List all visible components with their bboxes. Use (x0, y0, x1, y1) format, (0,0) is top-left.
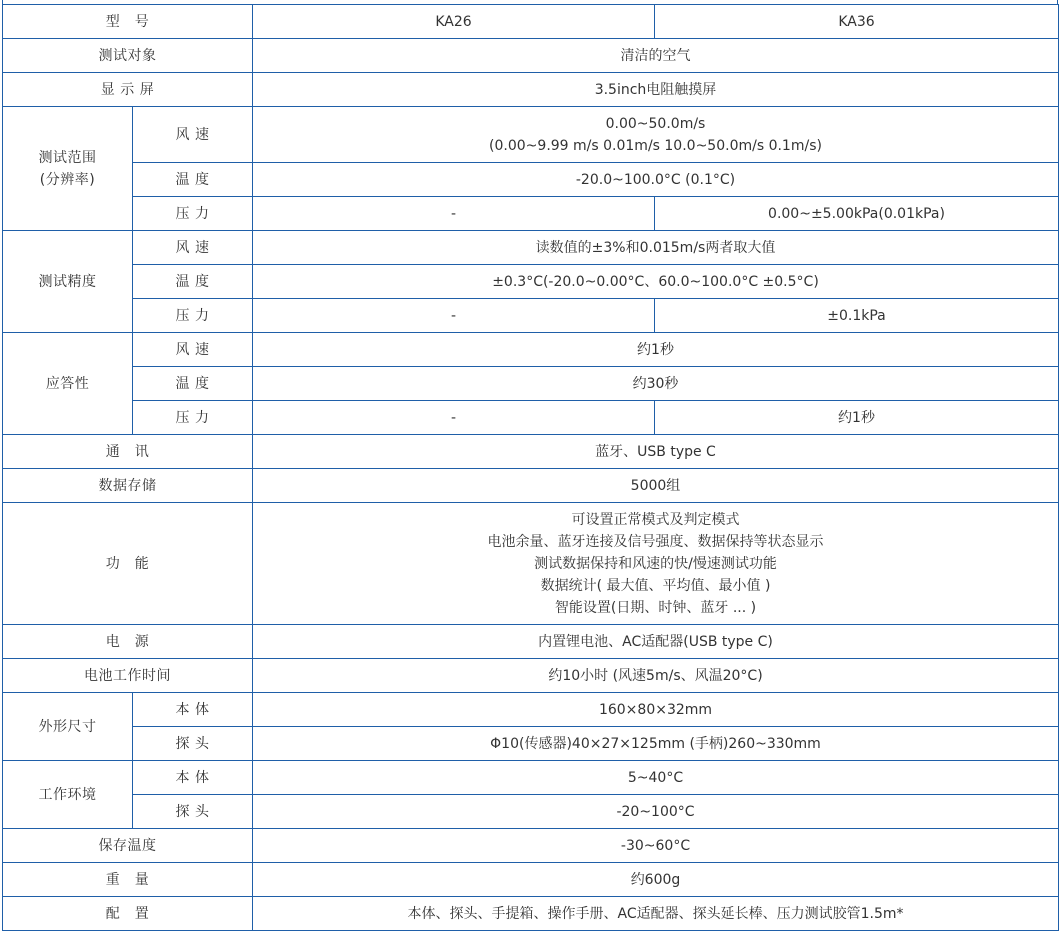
functions-line-5: 智能设置(日期、时钟、蓝牙 ... ) (554, 599, 757, 616)
range-pressure-ka26: - (253, 197, 655, 231)
model-ka26: KA26 (253, 5, 655, 39)
response-label: 应答性 (3, 333, 133, 435)
table-row-model (3, 5, 1059, 39)
table-top-edge (2, 0, 1058, 4)
table-row-accuracy-wind (3, 231, 1059, 265)
range-temp-value: -20.0~100.0°C (0.1°C) (253, 163, 1059, 197)
dimensions-body-value: 160×80×32mm (253, 693, 1059, 727)
dimensions-probe-label: 探 头 (133, 727, 253, 761)
environment-probe-value: -20~100°C (253, 795, 1059, 829)
weight-label: 重 量 (3, 863, 253, 897)
table-row-comm (3, 435, 1059, 469)
response-temp-label: 温 度 (133, 367, 253, 401)
range-temp-label: 温 度 (133, 163, 253, 197)
table-row-storage-temp (3, 829, 1059, 863)
battery-label: 电池工作时间 (3, 659, 253, 693)
storage-value: 5000组 (253, 469, 1059, 503)
response-pressure-ka36: 约1秒 (655, 401, 1059, 435)
table-row-config (3, 897, 1059, 931)
accuracy-pressure-ka36: ±0.1kPa (655, 299, 1059, 333)
table-row-functions (3, 503, 1059, 625)
table-row-response-wind (3, 333, 1059, 367)
config-value: 本体、探头、手提箱、操作手册、AC适配器、探头延长棒、压力测试胶管1.5m* (253, 897, 1059, 931)
range-wind-line-2: (0.00~9.99 m/s 0.01m/s 10.0~50.0m/s 0.1m/s) (489, 137, 822, 154)
response-pressure-label: 压 力 (133, 401, 253, 435)
config-label: 配 置 (3, 897, 253, 931)
functions-line-2: 电池余量、蓝牙连接及信号强度、数据保持等状态显示 (487, 533, 824, 550)
table-row-range-temp (3, 163, 1059, 197)
accuracy-pressure-label: 压 力 (133, 299, 253, 333)
table-row-power (3, 625, 1059, 659)
table-row-display (3, 73, 1059, 107)
table-row-range-wind (3, 107, 1059, 163)
range-wind-label: 风 速 (133, 107, 253, 163)
storage-temp-label: 保存温度 (3, 829, 253, 863)
dimensions-body-label: 本 体 (133, 693, 253, 727)
power-label: 电 源 (3, 625, 253, 659)
functions-value (253, 503, 1059, 625)
table-row-dimensions-probe (3, 727, 1059, 761)
table-row-dimensions-body (3, 693, 1059, 727)
environment-body-label: 本 体 (133, 761, 253, 795)
table-row-environment-probe (3, 795, 1059, 829)
response-temp-value: 约30秒 (253, 367, 1059, 401)
environment-body-value: 5~40°C (253, 761, 1059, 795)
table-row-accuracy-temp (3, 265, 1059, 299)
accuracy-label: 测试精度 (3, 231, 133, 333)
object-value: 清洁的空气 (253, 39, 1059, 73)
model-label: 型 号 (3, 5, 253, 39)
model-ka36: KA36 (655, 5, 1059, 39)
range-wind-value (253, 107, 1059, 163)
table-row-storage (3, 469, 1059, 503)
display-value: 3.5inch电阻触摸屏 (253, 73, 1059, 107)
weight-value: 约600g (253, 863, 1059, 897)
object-label: 测试对象 (3, 39, 253, 73)
range-pressure-ka36: 0.00~±5.00kPa(0.01kPa) (655, 197, 1059, 231)
accuracy-wind-label: 风 速 (133, 231, 253, 265)
display-label: 显 示 屏 (3, 73, 253, 107)
table-row-object (3, 39, 1059, 73)
table-row-weight (3, 863, 1059, 897)
environment-label: 工作环境 (3, 761, 133, 829)
comm-label: 通 讯 (3, 435, 253, 469)
accuracy-temp-label: 温 度 (133, 265, 253, 299)
accuracy-pressure-ka26: - (253, 299, 655, 333)
response-wind-label: 风 速 (133, 333, 253, 367)
response-wind-value: 约1秒 (253, 333, 1059, 367)
battery-value: 约10小时 (风速5m/s、风温20°C) (253, 659, 1059, 693)
comm-value: 蓝牙、USB type C (253, 435, 1059, 469)
range-label (3, 107, 133, 231)
accuracy-temp-value: ±0.3°C(-20.0~0.00°C、60.0~100.0°C ±0.5°C) (253, 265, 1059, 299)
range-wind-line-1: 0.00~50.0m/s (605, 115, 706, 132)
range-pressure-label: 压 力 (133, 197, 253, 231)
dimensions-probe-value: Φ10(传感器)40×27×125mm (手柄)260~330mm (253, 727, 1059, 761)
range-label-line-1: 测试范围 (38, 149, 97, 166)
dimensions-label: 外形尺寸 (3, 693, 133, 761)
functions-line-3: 测试数据保持和风速的快/慢速测试功能 (534, 555, 777, 572)
table-row-range-pressure (3, 197, 1059, 231)
functions-label: 功 能 (3, 503, 253, 625)
response-pressure-ka26: - (253, 401, 655, 435)
functions-line-4: 数据统计( 最大值、平均值、最小值 ) (540, 577, 771, 594)
environment-probe-label: 探 头 (133, 795, 253, 829)
spec-table (2, 4, 1059, 931)
power-value: 内置锂电池、AC适配器(USB type C) (253, 625, 1059, 659)
storage-temp-value: -30~60°C (253, 829, 1059, 863)
table-row-response-temp (3, 367, 1059, 401)
accuracy-wind-value: 读数值的±3%和0.015m/s两者取大值 (253, 231, 1059, 265)
table-row-environment-body (3, 761, 1059, 795)
table-row-response-pressure (3, 401, 1059, 435)
table-row-accuracy-pressure (3, 299, 1059, 333)
table-row-battery (3, 659, 1059, 693)
functions-line-1: 可设置正常模式及判定模式 (571, 511, 740, 528)
storage-label: 数据存储 (3, 469, 253, 503)
range-label-line-2: (分辨率) (39, 171, 96, 188)
